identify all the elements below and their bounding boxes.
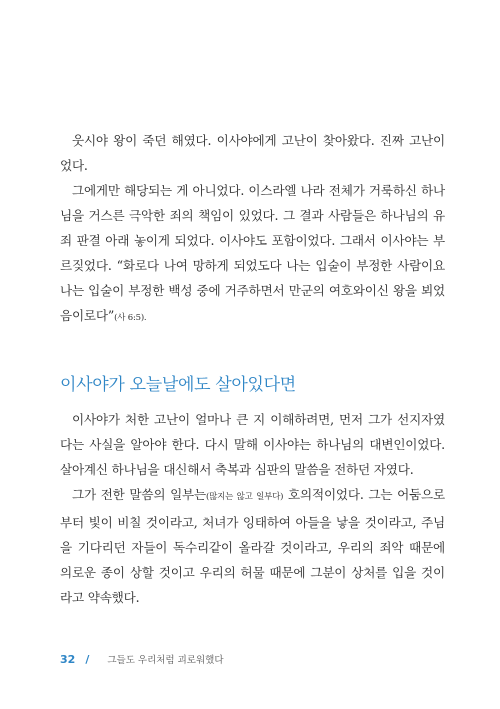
running-book-title: 그들도 우리처럼 괴로워했다 [107,655,224,666]
paragraph-4-rest: 호의적이었다. 그는 어둠으로부터 빛이 비칠 것이라고, 처녀가 잉태하여 아들을 낳을 것이라고, 주님을 기다리던 자들이 독수리같이 올라갈 것이라고, 우리의 죄악 때문에 의로운 종이 상할 것이고 우리의 허물 때문에 그분이 상처를 입을 것이라고 약속했다. [60,487,445,605]
paragraph-3: 이사야가 처한 고난이 얼마나 큰 지 이해하려면, 먼저 그가 선지자였다는 사실을 알아야 한다. 다시 말해 이사야는 하나님의 대변인이었다. 살아계신 하나님을 대신해서 축복과 심판의 말씀을 전하던 자였다. [60,412,445,477]
paragraph-4 [60,482,445,610]
page-number: 32 [60,653,76,666]
page-footer [60,652,224,666]
section-heading: 이사야가 오늘날에도 살아있다면 [60,375,296,395]
citation: (사 6:5). [114,313,147,323]
paragraph-1: 웃시야 왕이 죽던 해였다. 이사야에게 고난이 찾아왔다. 진짜 고난이었다. [60,133,445,173]
footer-separator: / [85,653,90,666]
paragraph-2-text: 그에게만 해당되는 게 아니었다. 이스라엘 나라 전체가 거룩하신 하나님을 거스른 극악한 죄의 책임이 있었다. 그 결과 사람들은 하나님의 유죄 판결 아래 놓이게 되었다. 이사야도 포함이었다. 그래서 이사야는 부르짖었다. “화로다 나여 망하게 되었도다 나는 입술이 부정한 사람이요 나는 입술이 부정한 백성 중에 거주하면서 만군의 여호와이신 왕을 뵈었음이로다” [60,183,445,323]
paragraph-2 [60,178,445,331]
paragraph-4-start: 그가 전한 말씀의 일부는 [72,487,206,502]
body-text-top [60,128,445,331]
parenthetical-note: (많지는 않고 일부다) [205,492,284,502]
body-text-bottom [60,407,445,610]
